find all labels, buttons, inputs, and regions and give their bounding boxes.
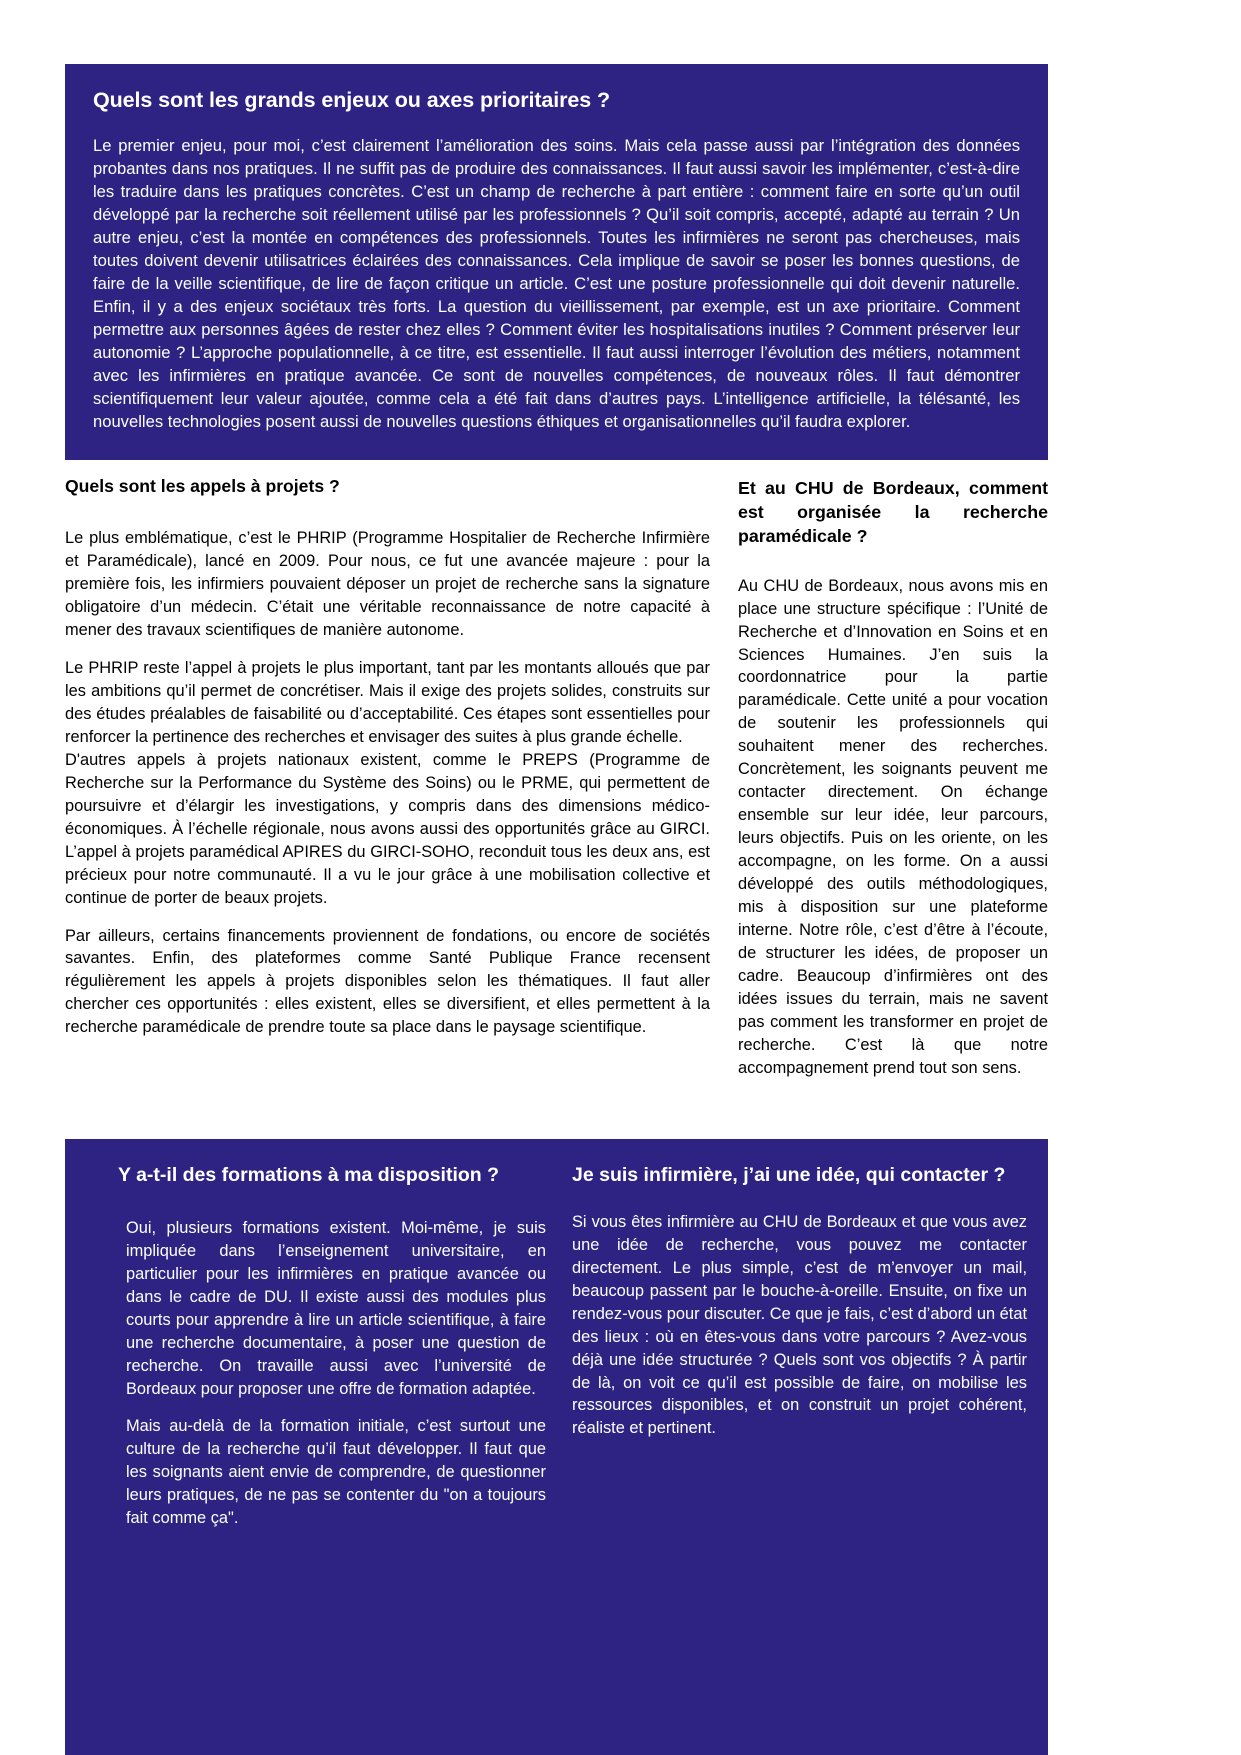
appels-title: Quels sont les appels à projets ? [65,476,340,496]
appels-paragraph-1: Le plus emblématique, c’est le PHRIP (Programme Hospitalier de Recherche Infirmière et Paramédicale), lancé en 2009. Pour nous, ce fut une avancée majeure : pour la première fois, les infirmiers pouvaient déposer un projet de recherche sans la signature obligatoire d’un médecin. C’était une véritable reconnaissance de notre capacité à mener des travaux scientifiques de manière autonome. [65,529,710,639]
bottom-panel [65,1139,1048,1755]
contact-column [572,1163,1027,1440]
hero-title: Quels sont les grands enjeux ou axes prioritaires ? [93,88,611,112]
appels-paragraph-4: Par ailleurs, certains financements proviennent de fondations, ou encore de sociétés savantes. Enfin, des plateformes comme Santé Publique France recensent régulièrement les appels à projets disponibles selon les thématiques. Il faut aller chercher ces opportunités : elles existent, elles se diversifient, et elles permettent à la recherche paramédicale de prendre toute sa place dans le paysage scientifique. [65,926,710,1037]
formations-paragraph-1: Oui, plusieurs formations existent. Moi-même, je suis impliquée dans l’enseignement universitaire, en particulier pour les infirmières en pratique avancée ou dans le cadre de DU. Il existe aussi des modules plus courts pour apprendre à lire un article scientifique, à faire une recherche documentaire, à poser une question de recherche. On travaille aussi avec l’université de Bordeaux pour proposer une offre de formation adaptée. [126,1218,546,1398]
formations-paragraph-2: Mais au-delà de la formation initiale, c’est surtout une culture de la recherche qu’il faut développer. Il faut que les soignants aient envie de comprendre, de questionner leurs pratiques, de ne pas se contenter du "on a toujours fait comme ça". [126,1417,546,1528]
appels-column [65,476,710,1039]
contact-title: Je suis infirmière, j’ai une idée, qui contacter ? [572,1164,1006,1186]
chu-column [738,476,1048,1080]
middle-region [65,476,1048,1080]
formations-title: Y a-t-il des formations à ma disposition ? [118,1164,500,1186]
formations-column [91,1163,546,1530]
contact-paragraph-1: Si vous êtes infirmière au CHU de Bordeaux et que vous avez une idée de recherche, vous pouvez me contacter directement. Le plus simple, c’est de m’envoyer un mail, beaucoup passent par le bouche-à-oreille. Ensuite, on fixe un rendez-vous pour discuter. Ce que je fais, c’est d’abord un état des lieux : où en êtes-vous dans votre parcours ? Avez-vous déjà une idée structurée ? Quels sont vos objectifs ? À partir de là, on voit ce qu’il est possible de faire, on mobilise les ressources disponibles, et on construit un projet cohérent, réaliste et pertinent. [572,1212,1027,1438]
hero-panel [65,64,1048,460]
appels-paragraph-3: D'autres appels à projets nationaux existent, comme le PREPS (Programme de Recherche sur la Performance du Système des Soins) ou le PRME, qui permettent de poursuivre et d’élargir les investigations, y compris dans des dimensions médico-économiques. À l’échelle régionale, nous avons aussi des opportunités grâce au GIRCI. L’appel à projets paramédical APIRES du GIRCI-SOHO, reconduit tous les deux ans, est précieux pour notre communauté. Il a vu le jour grâce à une mobilisation collective et continue de porter de beaux projets. [65,750,710,907]
chu-paragraph-1: Au CHU de Bordeaux, nous avons mis en place une structure spécifique : l’Unité de Recherche et d’Innovation en Soins et en Sciences Humaines. J’en suis la coordonnatrice pour la partie paramédicale. Cette unité a pour vocation de soutenir les professionnels qui souhaitent mener des recherches. Concrètement, les soignants peuvent me contacter directement. On échange ensemble sur leur idée, leur parcours, leurs objectifs. Puis on les oriente, on les accompagne, on les forme. On a aussi développé des outils méthodologiques, mis à disposition sur une plateforme interne. Notre rôle, c’est d’être à l’écoute, de structurer les idées, de proposer un cadre. Beaucoup d’infirmières ont des idées issues du terrain, mais ne savent pas comment les transformer en projet de recherche. C’est là que notre accompagnement prend tout son sens. [738,576,1048,1077]
appels-paragraph-2: Le PHRIP reste l’appel à projets le plus important, tant par les montants alloués que par les ambitions qu’il permet de concrétiser. Mais il exige des projets solides, construits sur des études préalables de faisabilité ou d’acceptabilité. Ces étapes sont essentielles pour renforcer la pertinence des recherches et envisager des suites à plus grande échelle. [65,658,710,746]
hero-paragraph: Le premier enjeu, pour moi, c’est clairement l’amélioration des soins. Mais cela passe aussi par l’intégration des données probantes dans nos pratiques. Il ne suffit pas de produire des connaissances. Il faut aussi savoir les implémenter, c’est-à-dire les traduire dans les pratiques concrètes. C’est un champ de recherche à part entière : comment faire en sorte qu’un outil développé par la recherche soit réellement utilisé par les professionnels ? Qu’il soit compris, accepté, adapté au terrain ? Un autre enjeu, c’est la montée en compétences des professionnels. Toutes les infirmières ne seront pas chercheuses, mais toutes doivent devenir utilisatrices éclairées des connaissances. Cela implique de savoir se poser les bonnes questions, de faire de la veille scientifique, de lire de façon critique un article. C’est une posture professionnelle qui doit devenir naturelle. Enfin, il y a des enjeux sociétaux très forts. La question du vieillissement, par exemple, est un axe prioritaire. Comment permettre aux personnes âgées de rester chez elles ? Comment éviter les hospitalisations inutiles ? Comment préserver leur autonomie ? L’approche populationnelle, à ce titre, est essentielle. Il faut aussi interroger l’évolution des métiers, notamment avec les infirmières en pratique avancée. Ce sont de nouvelles compétences, de nouveaux rôles. Il faut démontrer scientifiquement leur valeur ajoutée, comme cela a été fait dans d’autres pays. L’intelligence artificielle, la télésanté, les nouvelles technologies posent aussi de nouvelles questions éthiques et organisationnelles qu’il faudra explorer. [93,136,1020,431]
chu-title: Et au CHU de Bordeaux, comment est organisée la recherche paramédicale ? [738,478,1048,547]
